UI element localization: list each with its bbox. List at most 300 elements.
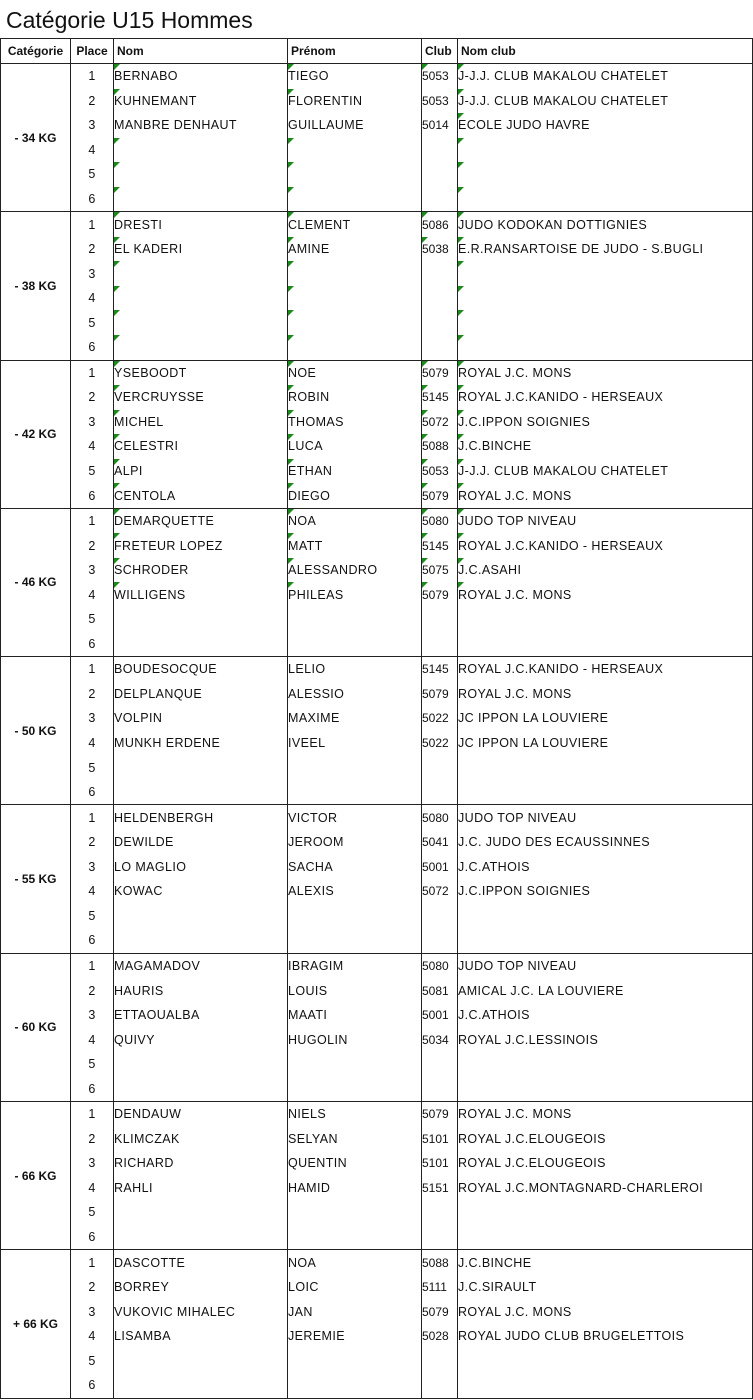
place-cell: 1	[71, 64, 114, 89]
header-nom: Nom	[114, 39, 288, 64]
nom-club-cell: J-J.J. CLUB MAKALOU CHATELET	[458, 64, 753, 89]
nom-cell: SCHRODER	[114, 558, 288, 583]
place-cell: 3	[71, 1299, 114, 1324]
club-cell	[422, 780, 458, 805]
table-row	[1, 385, 753, 410]
nom-club-cell: J.C.BINCHE	[458, 434, 753, 459]
table-row	[1, 1101, 753, 1126]
nom-cell: VOLPIN	[114, 706, 288, 731]
club-cell	[422, 755, 458, 780]
nom-cell	[114, 1348, 288, 1373]
club-cell: 5079	[422, 582, 458, 607]
nom-club-cell: ROYAL JUDO CLUB BRUGELETTOIS	[458, 1324, 753, 1349]
prenom-cell: ALESSIO	[288, 682, 422, 707]
prenom-cell: IVEEL	[288, 731, 422, 756]
nom-club-cell: ROYAL J.C.ELOUGEOIS	[458, 1151, 753, 1176]
nom-club-cell: ROYAL J.C. MONS	[458, 360, 753, 385]
nom-cell	[114, 780, 288, 805]
header-prenom: Prénom	[288, 39, 422, 64]
nom-cell	[114, 928, 288, 953]
nom-club-cell: ROYAL J.C. MONS	[458, 483, 753, 508]
nom-cell: LISAMBA	[114, 1324, 288, 1349]
club-cell: 5086	[422, 212, 458, 237]
club-cell	[422, 286, 458, 311]
club-cell	[422, 1076, 458, 1101]
nom-club-cell	[458, 261, 753, 286]
prenom-cell	[288, 928, 422, 953]
place-cell: 3	[71, 558, 114, 583]
place-cell: 5	[71, 1052, 114, 1077]
nom-cell: BORREY	[114, 1275, 288, 1300]
club-cell	[422, 335, 458, 360]
place-cell: 5	[71, 607, 114, 632]
table-row	[1, 1052, 753, 1077]
club-cell: 5075	[422, 558, 458, 583]
nom-club-cell	[458, 286, 753, 311]
place-cell: 6	[71, 632, 114, 657]
club-cell: 5088	[422, 434, 458, 459]
club-cell: 5079	[422, 1101, 458, 1126]
place-cell: 6	[71, 335, 114, 360]
nom-cell: VUKOVIC MIHALEC	[114, 1299, 288, 1324]
club-cell: 5053	[422, 89, 458, 114]
prenom-cell: FLORENTIN	[288, 89, 422, 114]
prenom-cell: IBRAGIM	[288, 953, 422, 978]
prenom-cell: DIEGO	[288, 483, 422, 508]
club-cell	[422, 1373, 458, 1398]
place-cell: 1	[71, 508, 114, 533]
table-row	[1, 1076, 753, 1101]
club-cell	[422, 261, 458, 286]
table-row	[1, 187, 753, 212]
place-cell: 3	[71, 855, 114, 880]
club-cell	[422, 162, 458, 187]
nom-cell: MICHEL	[114, 410, 288, 435]
nom-club-cell: J-J.J. CLUB MAKALOU CHATELET	[458, 459, 753, 484]
nom-club-cell	[458, 335, 753, 360]
nom-cell	[114, 632, 288, 657]
nom-cell	[114, 310, 288, 335]
club-cell: 5101	[422, 1127, 458, 1152]
place-cell: 5	[71, 904, 114, 929]
category-label: - 55 KG	[1, 805, 71, 953]
table-row	[1, 533, 753, 558]
nom-cell: EL KADERI	[114, 237, 288, 262]
nom-club-cell: ROYAL J.C.ELOUGEOIS	[458, 1127, 753, 1152]
table-row	[1, 755, 753, 780]
prenom-cell: NOA	[288, 508, 422, 533]
nom-club-cell	[458, 1225, 753, 1250]
club-cell: 5001	[422, 1003, 458, 1028]
nom-club-cell	[458, 1200, 753, 1225]
place-cell: 6	[71, 928, 114, 953]
table-row	[1, 459, 753, 484]
prenom-cell: LUCA	[288, 434, 422, 459]
category-label: - 38 KG	[1, 212, 71, 360]
table-row	[1, 138, 753, 163]
place-cell: 3	[71, 410, 114, 435]
place-cell: 5	[71, 1348, 114, 1373]
table-row	[1, 286, 753, 311]
club-cell	[422, 904, 458, 929]
nom-club-cell: J.C.ASAHI	[458, 558, 753, 583]
place-cell: 2	[71, 1275, 114, 1300]
table-row	[1, 310, 753, 335]
prenom-cell	[288, 187, 422, 212]
table-row	[1, 1027, 753, 1052]
place-cell: 1	[71, 805, 114, 830]
nom-club-cell: J.C.IPPON SOIGNIES	[458, 879, 753, 904]
club-cell: 5014	[422, 113, 458, 138]
nom-club-cell	[458, 162, 753, 187]
place-cell: 2	[71, 385, 114, 410]
club-cell: 5151	[422, 1176, 458, 1201]
table-row	[1, 1176, 753, 1201]
prenom-cell	[288, 1373, 422, 1398]
prenom-cell	[288, 607, 422, 632]
nom-cell: CENTOLA	[114, 483, 288, 508]
nom-cell: MAGAMADOV	[114, 953, 288, 978]
table-row	[1, 1250, 753, 1275]
club-cell: 5022	[422, 706, 458, 731]
table-row	[1, 1200, 753, 1225]
nom-cell	[114, 904, 288, 929]
place-cell: 4	[71, 582, 114, 607]
prenom-cell: AMINE	[288, 237, 422, 262]
table-row	[1, 113, 753, 138]
club-cell: 5111	[422, 1275, 458, 1300]
place-cell: 1	[71, 953, 114, 978]
prenom-cell: VICTOR	[288, 805, 422, 830]
table-row	[1, 731, 753, 756]
club-cell: 5072	[422, 879, 458, 904]
table-row	[1, 780, 753, 805]
nom-club-cell	[458, 928, 753, 953]
club-cell	[422, 187, 458, 212]
nom-club-cell	[458, 607, 753, 632]
place-cell: 6	[71, 1225, 114, 1250]
prenom-cell: CLEMENT	[288, 212, 422, 237]
table-row	[1, 1151, 753, 1176]
club-cell: 5101	[422, 1151, 458, 1176]
nom-cell: LO MAGLIO	[114, 855, 288, 880]
header-club: Club	[422, 39, 458, 64]
place-cell: 3	[71, 1003, 114, 1028]
table-row	[1, 360, 753, 385]
place-cell: 4	[71, 731, 114, 756]
nom-cell	[114, 755, 288, 780]
place-cell: 2	[71, 830, 114, 855]
nom-cell: DEMARQUETTE	[114, 508, 288, 533]
nom-club-cell: E.R.RANSARTOISE DE JUDO - S.BUGLI	[458, 237, 753, 262]
prenom-cell: MATT	[288, 533, 422, 558]
table-row	[1, 978, 753, 1003]
nom-cell: DELPLANQUE	[114, 682, 288, 707]
nom-club-cell: J.C.BINCHE	[458, 1250, 753, 1275]
prenom-cell: LOIC	[288, 1275, 422, 1300]
table-row	[1, 953, 753, 978]
header-row	[1, 39, 753, 64]
club-cell: 5072	[422, 410, 458, 435]
nom-club-cell: ECOLE JUDO HAVRE	[458, 113, 753, 138]
club-cell	[422, 1348, 458, 1373]
header-nom-club: Nom club	[458, 39, 753, 64]
club-cell: 5079	[422, 483, 458, 508]
category-group	[1, 64, 753, 212]
place-cell: 1	[71, 657, 114, 682]
table-row	[1, 212, 753, 237]
place-cell: 6	[71, 187, 114, 212]
club-cell: 5028	[422, 1324, 458, 1349]
prenom-cell: ETHAN	[288, 459, 422, 484]
place-cell: 1	[71, 360, 114, 385]
club-cell: 5080	[422, 953, 458, 978]
nom-cell: ALPI	[114, 459, 288, 484]
nom-club-cell	[458, 1076, 753, 1101]
place-cell: 6	[71, 483, 114, 508]
nom-cell: CELESTRI	[114, 434, 288, 459]
club-cell	[422, 928, 458, 953]
club-cell: 5053	[422, 459, 458, 484]
nom-club-cell	[458, 632, 753, 657]
nom-cell	[114, 607, 288, 632]
table-row	[1, 904, 753, 929]
table-row	[1, 830, 753, 855]
nom-cell: BERNABO	[114, 64, 288, 89]
category-label: - 46 KG	[1, 508, 71, 656]
nom-cell: KLIMCZAK	[114, 1127, 288, 1152]
prenom-cell	[288, 904, 422, 929]
place-cell: 2	[71, 89, 114, 114]
nom-club-cell: JUDO TOP NIVEAU	[458, 953, 753, 978]
club-cell	[422, 1200, 458, 1225]
table-row	[1, 410, 753, 435]
prenom-cell: ALEXIS	[288, 879, 422, 904]
club-cell: 5145	[422, 533, 458, 558]
prenom-cell: NOE	[288, 360, 422, 385]
category-label: - 50 KG	[1, 657, 71, 805]
nom-cell: DENDAUW	[114, 1101, 288, 1126]
club-cell: 5081	[422, 978, 458, 1003]
prenom-cell: NOA	[288, 1250, 422, 1275]
nom-club-cell: J.C. JUDO DES ECAUSSINNES	[458, 830, 753, 855]
nom-cell: VERCRUYSSE	[114, 385, 288, 410]
nom-club-cell	[458, 1373, 753, 1398]
category-group	[1, 805, 753, 953]
prenom-cell: ALESSANDRO	[288, 558, 422, 583]
nom-club-cell: ROYAL J.C. MONS	[458, 682, 753, 707]
club-cell: 5079	[422, 1299, 458, 1324]
place-cell: 5	[71, 162, 114, 187]
place-cell: 4	[71, 286, 114, 311]
prenom-cell: LELIO	[288, 657, 422, 682]
prenom-cell	[288, 1225, 422, 1250]
nom-cell: RICHARD	[114, 1151, 288, 1176]
prenom-cell	[288, 780, 422, 805]
place-cell: 3	[71, 1151, 114, 1176]
prenom-cell: MAATI	[288, 1003, 422, 1028]
place-cell: 1	[71, 212, 114, 237]
prenom-cell: LOUIS	[288, 978, 422, 1003]
nom-cell	[114, 1200, 288, 1225]
table-row	[1, 237, 753, 262]
club-cell	[422, 138, 458, 163]
nom-club-cell	[458, 1052, 753, 1077]
nom-cell: HAURIS	[114, 978, 288, 1003]
prenom-cell: SACHA	[288, 855, 422, 880]
nom-club-cell: ROYAL J.C. MONS	[458, 1299, 753, 1324]
nom-club-cell: ROYAL J.C. MONS	[458, 582, 753, 607]
club-cell: 5038	[422, 237, 458, 262]
prenom-cell: JAN	[288, 1299, 422, 1324]
place-cell: 2	[71, 237, 114, 262]
table-row	[1, 879, 753, 904]
nom-cell: FRETEUR LOPEZ	[114, 533, 288, 558]
place-cell: 5	[71, 310, 114, 335]
nom-cell	[114, 1076, 288, 1101]
table-row	[1, 855, 753, 880]
club-cell	[422, 632, 458, 657]
nom-club-cell	[458, 755, 753, 780]
table-row	[1, 1373, 753, 1398]
table-row	[1, 632, 753, 657]
nom-cell: ETTAOUALBA	[114, 1003, 288, 1028]
table-row	[1, 706, 753, 731]
place-cell: 5	[71, 1200, 114, 1225]
prenom-cell: MAXIME	[288, 706, 422, 731]
place-cell: 2	[71, 1127, 114, 1152]
table-row	[1, 1324, 753, 1349]
category-label: - 42 KG	[1, 360, 71, 508]
place-cell: 3	[71, 261, 114, 286]
prenom-cell: ROBIN	[288, 385, 422, 410]
club-cell: 5080	[422, 508, 458, 533]
table-row	[1, 1299, 753, 1324]
prenom-cell	[288, 755, 422, 780]
prenom-cell	[288, 261, 422, 286]
club-cell: 5041	[422, 830, 458, 855]
nom-cell	[114, 138, 288, 163]
category-label: - 66 KG	[1, 1101, 71, 1249]
table-row	[1, 162, 753, 187]
nom-club-cell: JC IPPON LA LOUVIERE	[458, 731, 753, 756]
prenom-cell	[288, 1200, 422, 1225]
club-cell: 5088	[422, 1250, 458, 1275]
nom-club-cell: ROYAL J.C.KANIDO - HERSEAUX	[458, 657, 753, 682]
category-group	[1, 212, 753, 360]
nom-cell: RAHLI	[114, 1176, 288, 1201]
nom-cell: KOWAC	[114, 879, 288, 904]
category-group	[1, 953, 753, 1101]
prenom-cell: JEREMIE	[288, 1324, 422, 1349]
table-row	[1, 1127, 753, 1152]
club-cell: 5145	[422, 657, 458, 682]
table-row	[1, 682, 753, 707]
category-group	[1, 1101, 753, 1249]
club-cell: 5001	[422, 855, 458, 880]
place-cell: 4	[71, 879, 114, 904]
table-row	[1, 1003, 753, 1028]
prenom-cell: NIELS	[288, 1101, 422, 1126]
prenom-cell: PHILEAS	[288, 582, 422, 607]
category-label: + 66 KG	[1, 1250, 71, 1398]
category-group	[1, 508, 753, 656]
table-row	[1, 89, 753, 114]
nom-club-cell	[458, 138, 753, 163]
table-row	[1, 434, 753, 459]
table-row	[1, 1225, 753, 1250]
place-cell: 3	[71, 706, 114, 731]
nom-cell	[114, 162, 288, 187]
prenom-cell: GUILLAUME	[288, 113, 422, 138]
prenom-cell	[288, 138, 422, 163]
nom-club-cell	[458, 904, 753, 929]
nom-cell: YSEBOODT	[114, 360, 288, 385]
results-table	[0, 38, 753, 1399]
nom-club-cell: AMICAL J.C. LA LOUVIERE	[458, 978, 753, 1003]
prenom-cell: JEROOM	[288, 830, 422, 855]
place-cell: 2	[71, 682, 114, 707]
nom-club-cell: ROYAL J.C.MONTAGNARD-CHARLEROI	[458, 1176, 753, 1201]
prenom-cell	[288, 1052, 422, 1077]
nom-club-cell: J.C.IPPON SOIGNIES	[458, 410, 753, 435]
table-row	[1, 928, 753, 953]
place-cell: 5	[71, 459, 114, 484]
category-label: - 60 KG	[1, 953, 71, 1101]
club-cell: 5034	[422, 1027, 458, 1052]
nom-club-cell: ROYAL J.C. MONS	[458, 1101, 753, 1126]
club-cell: 5022	[422, 731, 458, 756]
prenom-cell: SELYAN	[288, 1127, 422, 1152]
category-group	[1, 1250, 753, 1398]
nom-cell: WILLIGENS	[114, 582, 288, 607]
prenom-cell: HUGOLIN	[288, 1027, 422, 1052]
nom-club-cell: ROYAL J.C.KANIDO - HERSEAUX	[458, 385, 753, 410]
club-cell: 5145	[422, 385, 458, 410]
nom-club-cell	[458, 780, 753, 805]
place-cell: 6	[71, 780, 114, 805]
club-cell	[422, 1225, 458, 1250]
prenom-cell: QUENTIN	[288, 1151, 422, 1176]
nom-cell	[114, 1052, 288, 1077]
place-cell: 3	[71, 113, 114, 138]
nom-club-cell: J-J.J. CLUB MAKALOU CHATELET	[458, 89, 753, 114]
nom-cell: QUIVY	[114, 1027, 288, 1052]
nom-cell	[114, 187, 288, 212]
header-place: Place	[71, 39, 114, 64]
table-row	[1, 558, 753, 583]
nom-club-cell: JUDO TOP NIVEAU	[458, 508, 753, 533]
table-row	[1, 483, 753, 508]
prenom-cell	[288, 1076, 422, 1101]
table-row	[1, 1348, 753, 1373]
place-cell: 6	[71, 1076, 114, 1101]
nom-cell	[114, 261, 288, 286]
table-row	[1, 261, 753, 286]
nom-cell	[114, 1225, 288, 1250]
nom-cell: BOUDESOCQUE	[114, 657, 288, 682]
nom-club-cell: ROYAL J.C.KANIDO - HERSEAUX	[458, 533, 753, 558]
prenom-cell	[288, 310, 422, 335]
nom-club-cell	[458, 310, 753, 335]
table-row	[1, 1275, 753, 1300]
club-cell: 5080	[422, 805, 458, 830]
nom-cell: HELDENBERGH	[114, 805, 288, 830]
header-category: Catégorie	[1, 39, 71, 64]
club-cell: 5053	[422, 64, 458, 89]
nom-club-cell: JUDO TOP NIVEAU	[458, 805, 753, 830]
place-cell: 2	[71, 978, 114, 1003]
